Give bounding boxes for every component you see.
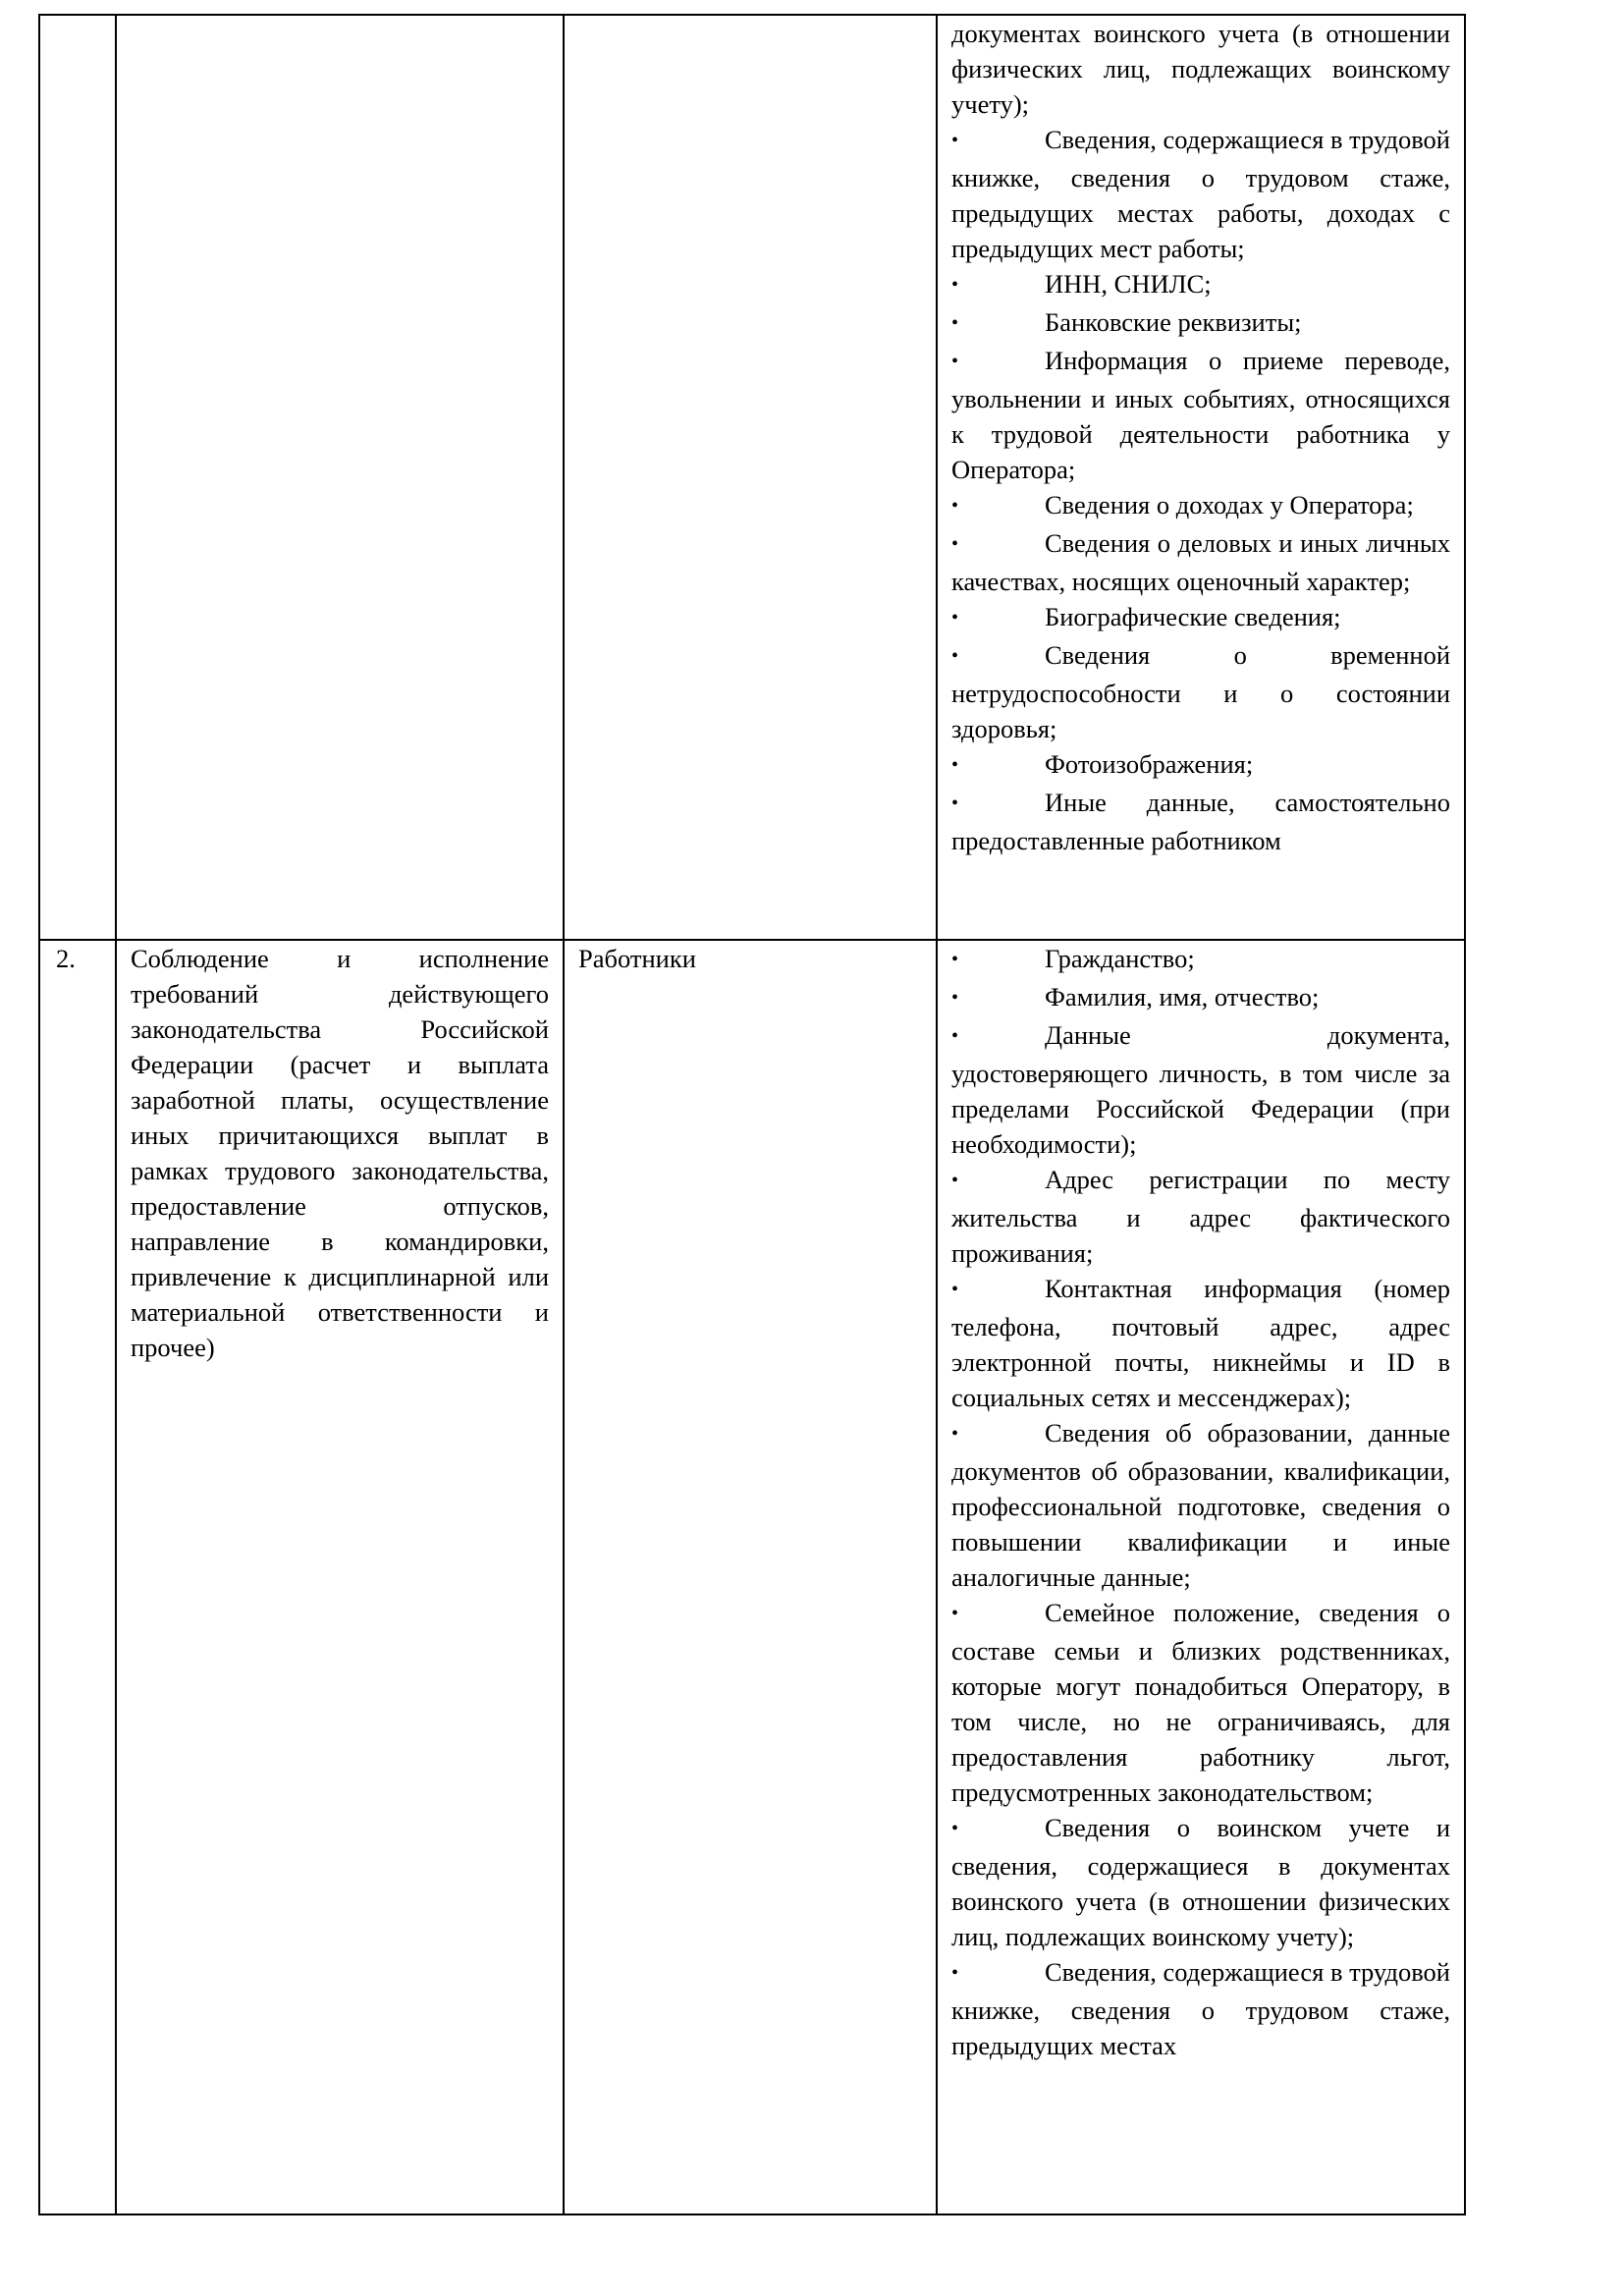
list-item [951, 304, 1450, 343]
bullet-dot: • [951, 754, 959, 776]
list-item-text: Сведения о временной нетрудоспособности и о состоянии здоровья; [951, 640, 1450, 743]
list-item-text: Семейное положение, сведения о составе семьи и близких родственниках, которые могут понадобиться Оператору, в том числе, но не ограничиваясь, для предоставления работнику льгот, предусмотренных законодательством; [951, 1598, 1450, 1807]
list-item [951, 1415, 1450, 1595]
bullet-dot: • [951, 1170, 959, 1191]
data-categories-list [951, 122, 1450, 858]
bullet-icon [951, 746, 1045, 785]
bullet-icon [951, 1162, 1045, 1200]
list-item-text: Гражданство; [1045, 944, 1195, 973]
list-item-text: Данные документа, удостоверяющего личность, в том числе за пределами Российской Федерации (при необходимости); [951, 1020, 1450, 1159]
bullet-icon [951, 1810, 1045, 1848]
bullet-icon [951, 1271, 1045, 1309]
list-item [951, 487, 1450, 525]
bullet-dot: • [951, 1423, 959, 1445]
bullet-dot: • [951, 1279, 959, 1300]
bullet-icon [951, 304, 1045, 343]
list-item-text: Сведения об образовании, данные документов об образовании, квалификации, профессиональной подготовке, сведения о повышении квалификации и иные аналогичные данные; [951, 1418, 1450, 1592]
bullet-dot: • [951, 1818, 959, 1839]
list-item-text: Сведения о доходах у Оператора; [1045, 490, 1414, 519]
list-item [951, 1954, 1450, 2063]
table-row [39, 940, 1465, 2214]
continued-text: документах воинского учета (в отношении физических лиц, подлежащих воинскому учету); [951, 19, 1450, 119]
data-categories-cell [937, 15, 1465, 940]
bullet-icon [951, 941, 1045, 979]
table-row [39, 15, 1465, 940]
bullet-icon [951, 122, 1045, 160]
list-item [951, 1162, 1450, 1271]
bullet-icon [951, 1595, 1045, 1633]
row-number-cell: 2. [39, 940, 116, 2214]
bullet-dot: • [951, 1603, 959, 1624]
bullet-dot: • [951, 312, 959, 334]
list-item [951, 746, 1450, 785]
list-item-text: Банковские реквизиты; [1045, 307, 1302, 337]
list-item-text: Биографические сведения; [1045, 602, 1341, 631]
bullet-icon [951, 1415, 1045, 1453]
list-item-text: Сведения о воинском учете и сведения, содержащиеся в документах воинского учета (в отношении физических лиц, подлежащих воинскому учету); [951, 1813, 1450, 1951]
subjects-cell [564, 15, 937, 940]
list-item [951, 1595, 1450, 1810]
bullet-icon [951, 637, 1045, 676]
list-item-text: Фотоизображения; [1045, 749, 1254, 779]
bullet-dot: • [951, 607, 959, 629]
list-item [951, 266, 1450, 304]
list-item-text: Информация о приеме переводе, увольнении и иных событиях, относящихся к трудовой деятельности работника у Оператора; [951, 346, 1450, 484]
row-number-cell [39, 15, 116, 940]
list-item-text: Фамилия, имя, отчество; [1045, 982, 1320, 1011]
list-item [951, 941, 1450, 979]
list-item [951, 1271, 1450, 1415]
list-item [951, 785, 1450, 858]
list-item [951, 1810, 1450, 1954]
data-categories-cell [937, 940, 1465, 2214]
bullet-dot: • [951, 793, 959, 814]
bullet-icon [951, 599, 1045, 637]
bullet-icon [951, 785, 1045, 823]
bullet-icon [951, 1017, 1045, 1056]
list-item [951, 343, 1450, 487]
list-item [951, 979, 1450, 1017]
purpose-cell [116, 15, 564, 940]
list-item-text: Сведения, содержащиеся в трудовой книжке, сведения о трудовом стаже, предыдущих местах [951, 1957, 1450, 2060]
bullet-dot: • [951, 274, 959, 296]
bullet-icon [951, 525, 1045, 564]
bullet-dot: • [951, 351, 959, 372]
bullet-dot: • [951, 1962, 959, 1984]
list-item [951, 637, 1450, 746]
bullet-dot: • [951, 949, 959, 970]
bullet-icon [951, 266, 1045, 304]
bullet-dot: • [951, 533, 959, 555]
list-item [951, 599, 1450, 637]
list-item-text: Сведения, содержащиеся в трудовой книжке, сведения о трудовом стаже, предыдущих местах работы, доходах с предыдущих мест работы; [951, 125, 1450, 263]
bullet-dot: • [951, 987, 959, 1009]
list-item [951, 525, 1450, 599]
personal-data-table [38, 14, 1466, 2215]
subjects-cell: Работники [564, 940, 937, 2214]
bullet-icon [951, 487, 1045, 525]
bullet-icon [951, 343, 1045, 381]
list-item-text: Сведения о деловых и иных личных качествах, носящих оценочный характер; [951, 528, 1450, 596]
bullet-dot: • [951, 495, 959, 517]
bullet-dot: • [951, 130, 959, 151]
list-item [951, 122, 1450, 266]
list-item-text: Иные данные, самостоятельно предоставленные работником [951, 788, 1450, 855]
list-item [951, 1017, 1450, 1162]
bullet-dot: • [951, 645, 959, 667]
list-item-text: Контактная информация (номер телефона, почтовый адрес, адрес электронной почты, никнеймы и ID в социальных сетях и мессенджерах); [951, 1274, 1450, 1412]
bullet-dot: • [951, 1025, 959, 1047]
data-categories-list [951, 941, 1450, 2063]
list-item-text: ИНН, СНИЛС; [1045, 269, 1212, 299]
list-item-text: Адрес регистрации по месту жительства и адрес фактического проживания; [951, 1165, 1450, 1268]
bullet-icon [951, 979, 1045, 1017]
bullet-icon [951, 1954, 1045, 1993]
purpose-cell: Соблюдение и исполнение требований действующего законодательства Российской Федерации (расчет и выплата заработной платы, осуществление иных причитающихся выплат в рамках трудового законодательства, предоставление отпусков, направление в командировки, привлечение к дисциплинарной или материальной ответственности и прочее) [116, 940, 564, 2214]
